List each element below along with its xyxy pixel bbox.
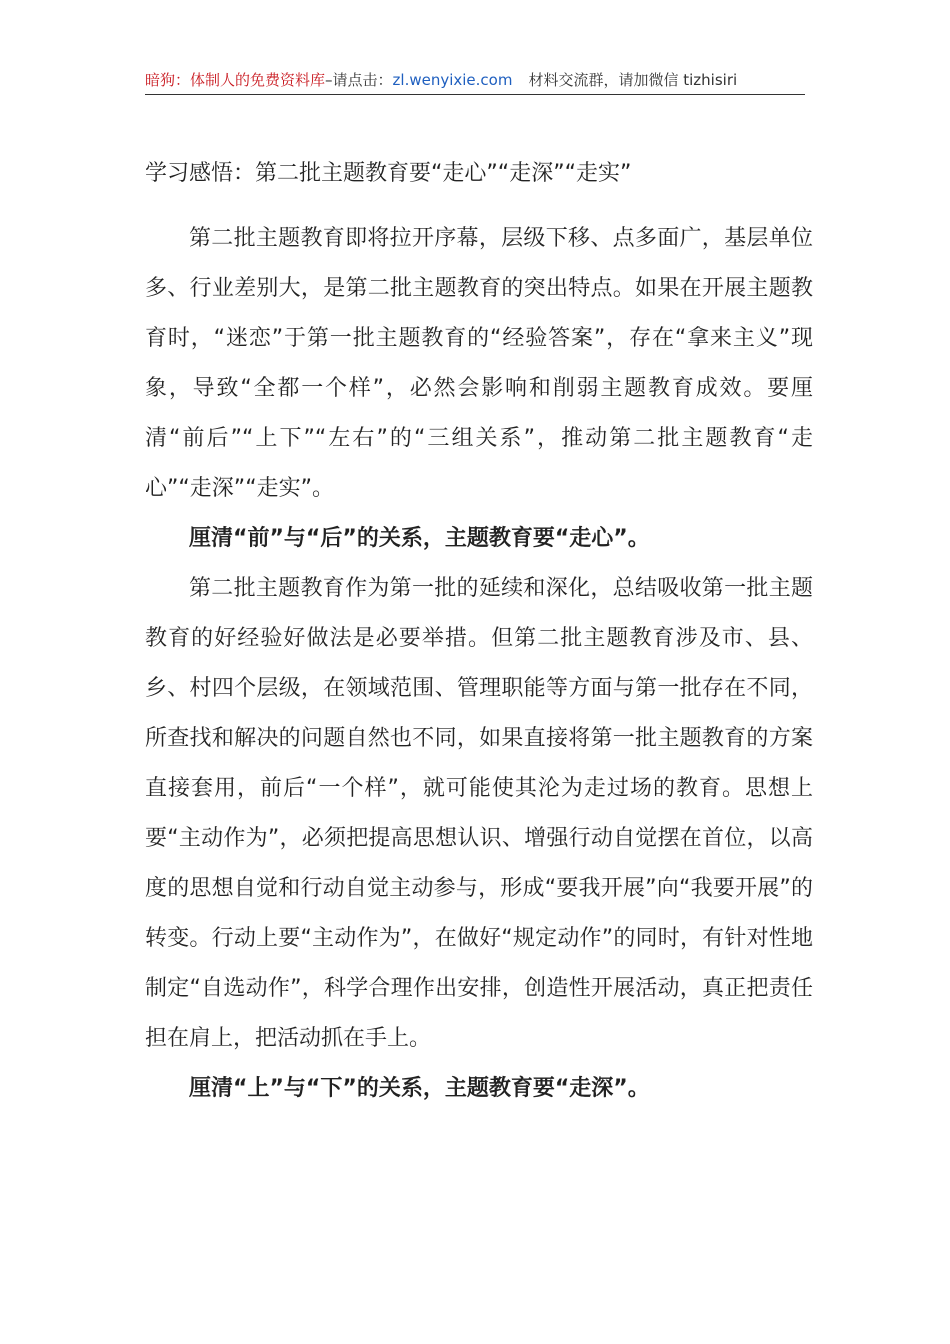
section-heading-2: 厘清“上”与“下”的关系，主题教育要“走深”。: [189, 1076, 650, 1101]
paragraph-intro: 第二批主题教育即将拉开序幕，层级下移、点多面广，基层单位多、行业差别大，是第二批主题教育的突出特点。如果在开展主题教育时，“迷恋”于第一批主题教育的“经验答案”，存在“拿来主义”现象，导致“全都一个样”，必然会影响和削弱主题教育成效。要厘清“前后”“上下”“左右”的“三组关系”，推动第二批主题教育“走心”“走深”“走实”。: [145, 226, 813, 501]
document-title: 学习感悟：第二批主题教育要“走心”“走深”“走实”: [145, 161, 632, 186]
paragraph-section-1: 第二批主题教育作为第一批的延续和深化，总结吸收第一批主题教育的好经验好做法是必要举措。但第二批主题教育涉及市、县、乡、村四个层级，在领域范围、管理职能等方面与第一批存在不同，所查找和解决的问题自然也不同，如果直接将第一批主题教育的方案直接套用，前后“一个样”，就可能使其沦为走过场的教育。思想上要“主动作为”，必须把提高思想认识、增强行动自觉摆在首位，以高度的思想自觉和行动自觉主动参与，形成“要我开展”向“我要开展”的转变。行动上要“主动作为”，在做好“规定动作”的同时，有针对性地制定“自选动作”，科学合理作出安排，创造性开展活动，真正把责任担在肩上，把活动抓在手上。: [145, 576, 813, 1051]
section-heading-1: 厘清“前”与“后”的关系，主题教育要“走心”。: [189, 526, 650, 551]
header-brand: 暗狗：体制人的免费资料库: [145, 71, 326, 89]
header-link[interactable]: zl.wenyixie.com: [392, 71, 513, 89]
header-group-info: 材料交流群，请加微信 tizhisiri: [528, 71, 738, 89]
header-prompt: –请点击：: [325, 71, 393, 89]
page-header: [145, 68, 805, 95]
document-body: [145, 214, 813, 1114]
